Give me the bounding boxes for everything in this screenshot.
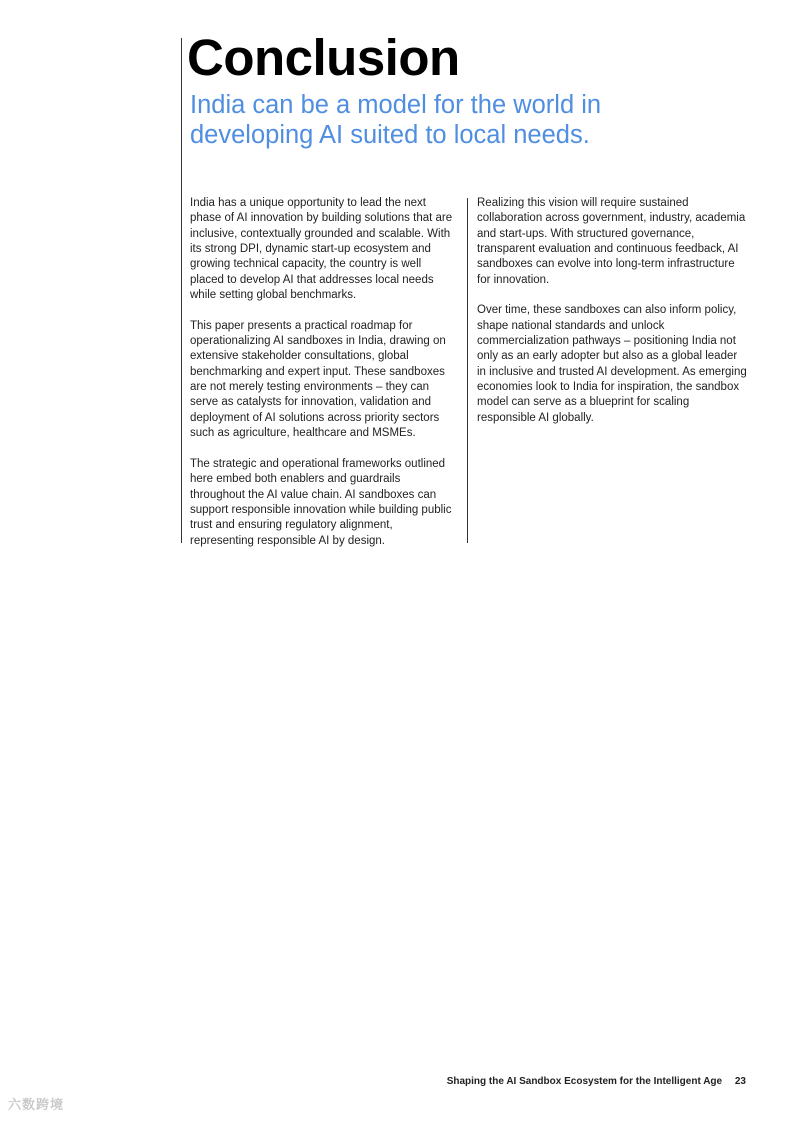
column-divider <box>467 198 468 543</box>
right-column <box>477 196 749 442</box>
footer-document-title: Shaping the AI Sandbox Ecosystem for the Intelligent Age <box>446 1076 723 1087</box>
paragraph: The strategic and operational frameworks outlined here embed both enablers and guardrails throughout the AI value chain. AI sandboxes can support responsible innovation while building public trust and ensuring regulatory alignment, representing responsible AI by design. <box>190 457 452 547</box>
watermark-logo: 六数跨境 <box>8 1098 65 1113</box>
title-rule <box>181 38 182 543</box>
page-subtitle: India can be a model for the world in developing AI suited to local needs. <box>190 91 602 149</box>
paragraph: India has a unique opportunity to lead the next phase of AI innovation by building solutions that are inclusive, contextually grounded and scalable. With its strong DPI, dynamic start-up ecosystem and growing technical capacity, the country is well placed to develop AI that addresses local needs while setting global benchmarks. <box>190 197 453 302</box>
left-column <box>190 196 458 564</box>
page-number: 23 <box>734 1076 746 1087</box>
paragraph: Realizing this vision will require sustained collaboration across government, industry, academia and start-ups. With structured governance, transparent evaluation and continuous feedback, AI sandboxes can evolve into long-term infrastructure for innovation. <box>477 197 746 286</box>
paragraph: Over time, these sandboxes can also inform policy, shape national standards and unlock commercialization pathways – positioning India not only as an early adopter but also as a global leader in inclusive and trusted AI development. As emerging economies look to India for inspiration, the sandbox model can serve as a blueprint for scaling responsible AI globally. <box>477 304 747 424</box>
page-title: Conclusion <box>187 29 460 86</box>
paragraph: This paper presents a practical roadmap for operationalizing AI sandboxes in India, drawing on extensive stakeholder consultations, global benchmarking and expert input. These sandboxes are not merely testing environments – they can serve as catalysts for innovation, validation and deployment of AI solutions across priority sectors such as agriculture, healthcare and MSMEs. <box>190 319 446 440</box>
page-footer <box>380 1076 746 1087</box>
